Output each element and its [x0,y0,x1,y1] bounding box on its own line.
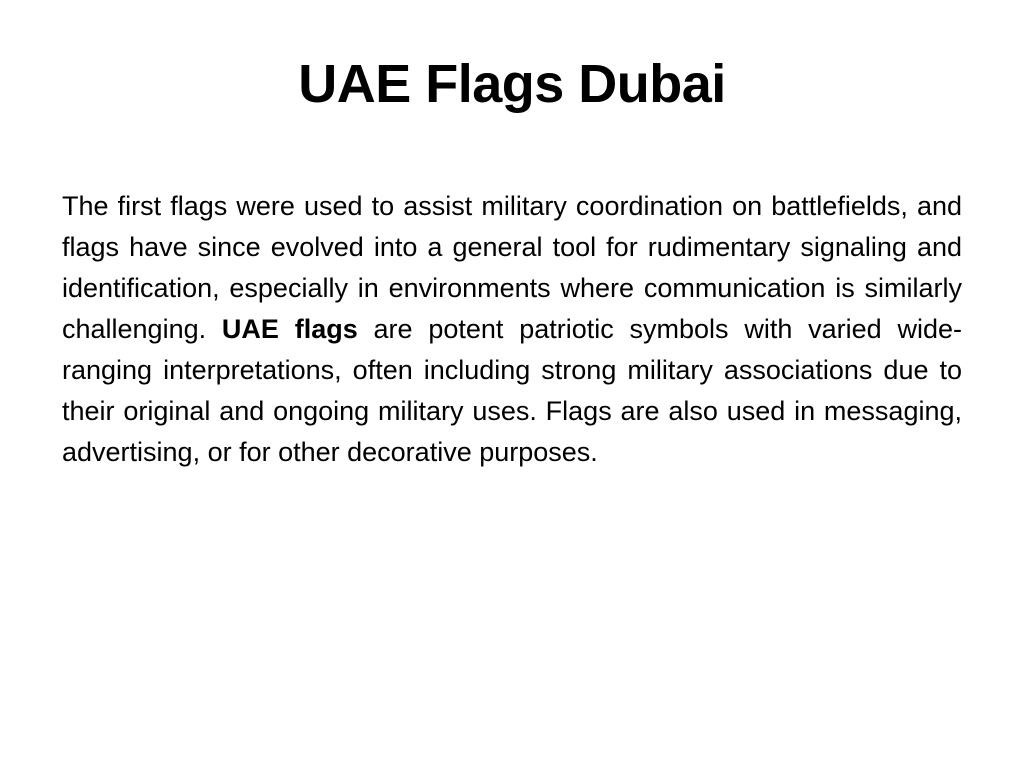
slide-title: UAE Flags Dubai [298,54,726,114]
body-text-part-1: The first flags were used to assist military coordination on battlefields, and flags have since evolved into a general tool for rudimentary signaling and identification, especially in environments where communication is similarly challenging. [62,191,962,344]
slide-body-text [62,186,962,473]
body-text-part-2: are potent patriotic symbols with varied wide-ranging interpretations, often including strong military associations due to their original and ongoing military uses. Flags are also used in messaging, advertising, or for other decorative purposes. [62,314,962,467]
body-keyword-link[interactable]: UAE flags [221,314,358,344]
